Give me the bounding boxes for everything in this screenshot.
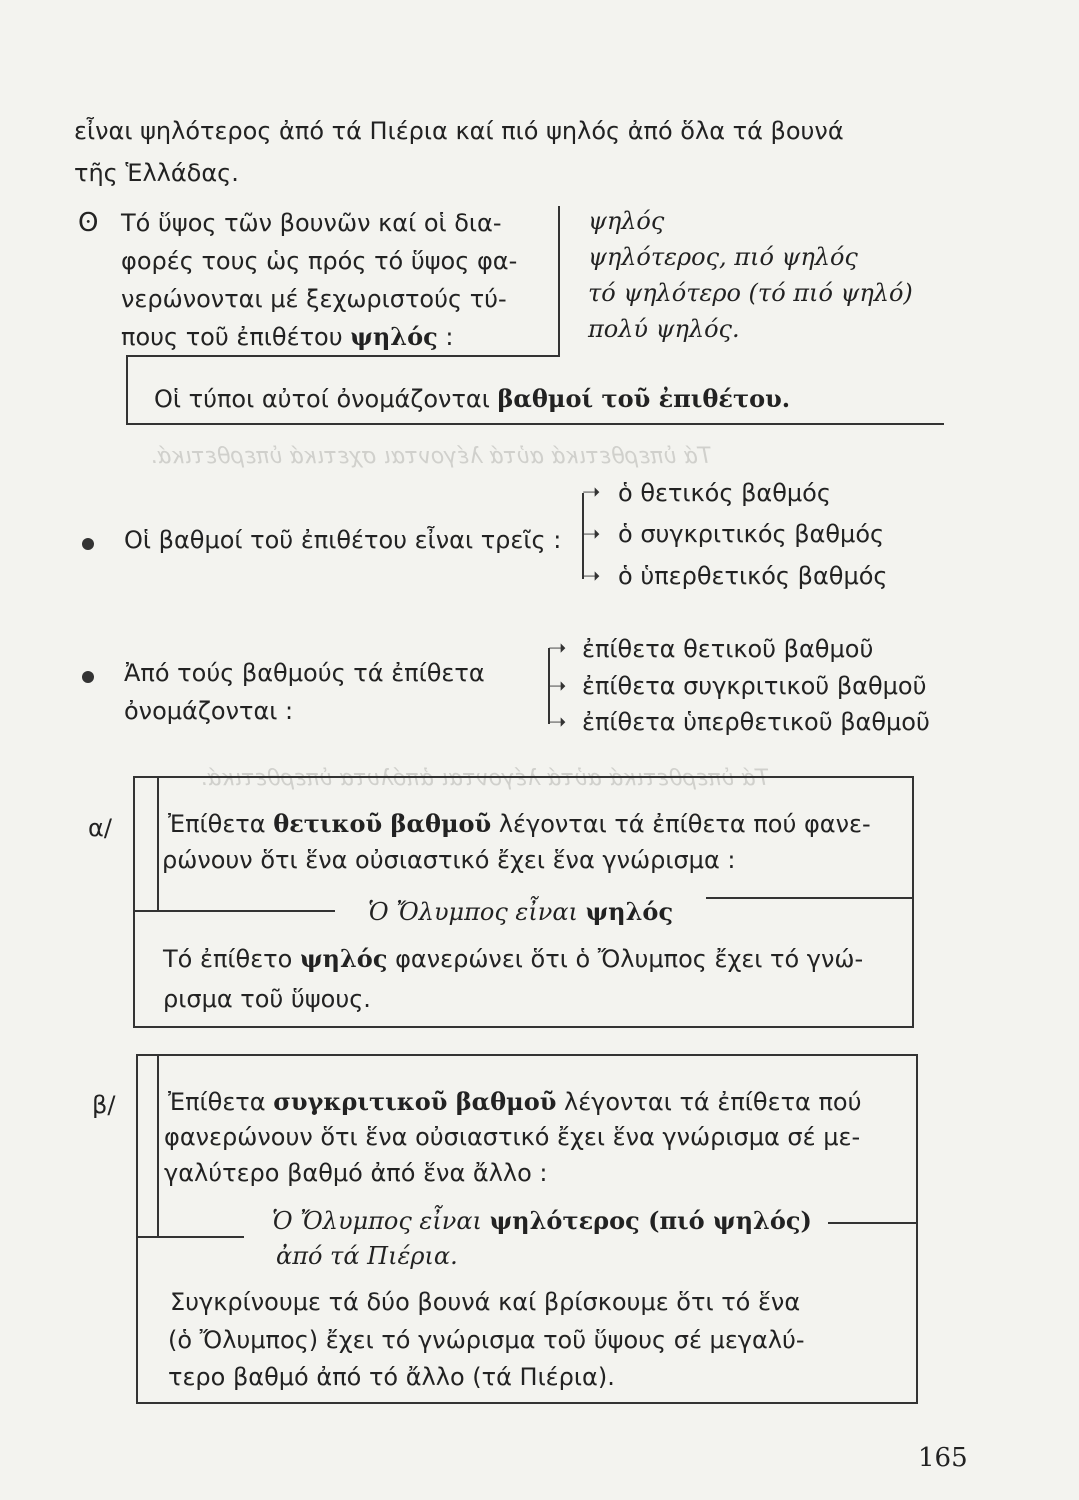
arrow-icon: ➝ — [548, 636, 567, 661]
page-number: 165 — [918, 1443, 968, 1473]
box-a-line-1-pre: Ἐπίθετα — [168, 810, 274, 838]
box-a-line-1-bold: θετικοῦ βαθμοῦ — [273, 809, 492, 838]
arrow-icon: ➝ — [582, 480, 601, 505]
bleed-through-text-1: Τά ὑπερθετικά αὐτά λέγονται σχετικά ὑπερθετικά. — [150, 444, 712, 469]
bullet-adjectives — [82, 671, 94, 683]
heights-text-line-1: Τό ὕψος τῶν βουνῶν καί οἱ δια- — [121, 209, 502, 237]
note-bottom-line — [126, 423, 944, 425]
box-b-line-2: φανερώνουν ὅτι ἕνα οὐσιαστικό ἔχει ἕνα γνώρισμα σέ με- — [164, 1123, 861, 1151]
heights-text-line-2: φορές τους ὡς πρός τό ὕψος φα- — [121, 247, 518, 275]
degrees-note-bold: βαθμοί τοῦ ἐπιθέτου. — [497, 384, 791, 413]
degrees-note-text: Οἱ τύποι αὐτοί ὀνομάζονται — [154, 385, 498, 413]
bracket-bottom — [126, 355, 560, 357]
heights-colon: : — [437, 323, 454, 351]
box-a-example — [368, 893, 673, 931]
heights-text-line-3: νερώνονται μέ ξεχωριστούς τύ- — [121, 285, 507, 313]
adjective-bold-word: ψηλός — [350, 322, 438, 351]
box-a-expl-1 — [163, 940, 863, 978]
box-a-example-text: Ὁ Ὄλυμπος εἶναι — [368, 898, 586, 926]
box-b-example-text: Ὁ Ὄλυμπος εἶναι — [272, 1207, 490, 1235]
box-b-line-3: γαλύτερο βαθμό ἀπό ἕνα ἄλλο : — [164, 1159, 548, 1187]
section-symbol: ʘ — [78, 208, 99, 238]
bleed-through-text-2: Τά ὑπερθετικά αὐτά λέγονται ἀπόλυτα ὑπερθετικά. — [200, 766, 770, 791]
arrow-icon: ➝ — [548, 710, 567, 735]
box-b-example-line-2: ἀπό τά Πιέρια. — [276, 1242, 458, 1270]
box-b-line-1 — [168, 1083, 862, 1121]
box-a-line-1-post: λέγονται τά ἐπίθετα πού φανε- — [491, 810, 871, 838]
box-a-expl-1-bold: ψηλός — [299, 944, 388, 973]
arrow-icon: ➝ — [582, 522, 601, 547]
box-a-divider-left — [133, 910, 335, 912]
box-b-divider-left — [136, 1236, 244, 1238]
degree-positive: ὁ θετικός βαθμός — [618, 479, 831, 507]
box-b-inner-left — [157, 1056, 159, 1236]
intro-line-2: τῆς Ἑλλάδας. — [74, 159, 239, 187]
box-b-marker: β/ — [92, 1091, 116, 1119]
bullet-degrees — [82, 538, 94, 550]
form-superlative: τό ψηλότερο (τό πιό ψηλό) — [588, 279, 913, 307]
degree-comparative: ὁ συγκριτικός βαθμός — [618, 520, 885, 548]
box-a-expl-2: ρισμα τοῦ ὕψους. — [163, 985, 371, 1013]
box-b-expl-2: (ὁ Ὄλυμπος) ἔχει τό γνώρισμα τοῦ ὕψους σέ μεγαλύ- — [168, 1326, 805, 1354]
box-b-line-1-pre: Ἐπίθετα — [168, 1088, 274, 1116]
degrees-label: Οἱ βαθμοί τοῦ ἐπιθέτου εἶναι τρεῖς : — [124, 526, 562, 554]
adjectives-label-2: ὀνομάζονται : — [124, 697, 294, 725]
box-b-example — [272, 1202, 812, 1240]
box-b-expl-1: Συγκρίνουμε τά δύο βουνά καί βρίσκουμε ὅτι τό ἕνα — [170, 1288, 801, 1316]
adjective-superlative: ἐπίθετα ὑπερθετικοῦ βαθμοῦ — [582, 708, 930, 736]
degrees-note — [154, 380, 790, 418]
box-b-line-1-bold: συγκριτικοῦ βαθμοῦ — [273, 1087, 557, 1116]
arrow-icon: ➝ — [548, 674, 567, 699]
form-absolute: πολύ ψηλός. — [588, 315, 740, 343]
degree-superlative: ὁ ὑπερθετικός βαθμός — [618, 562, 888, 590]
adjectives-label-1: Ἀπό τούς βαθμούς τά ἐπίθετα — [124, 659, 485, 687]
box-a-inner-left — [157, 778, 159, 910]
bracket-vertical — [558, 206, 560, 356]
box-b-expl-3: τερο βαθμό ἀπό τό ἄλλο (τά Πιέρια). — [168, 1363, 615, 1391]
box-a-expl-1-pre: Τό ἐπίθετο — [163, 945, 300, 973]
adjective-comparative: ἐπίθετα συγκριτικοῦ βαθμοῦ — [582, 672, 927, 700]
box-a-example-bold: ψηλός — [585, 897, 674, 926]
adjective-positive: ἐπίθετα θετικοῦ βαθμοῦ — [582, 635, 874, 663]
box-a-line-2: ρώνουν ὅτι ἕνα οὐσιαστικό ἔχει ἕνα γνώρισμα : — [162, 846, 736, 874]
box-a-marker: α/ — [88, 814, 112, 842]
heights-text-line-4 — [121, 318, 453, 356]
intro-line-1: εἶναι ψηλότερος ἀπό τά Πιέρια καί πιό ψηλός ἀπό ὅλα τά βουνά — [74, 117, 844, 145]
box-a-divider-right — [706, 897, 914, 899]
heights-text-line-4-text: πους τοῦ ἐπιθέτου — [121, 323, 351, 351]
note-left-line — [126, 355, 128, 425]
box-b-example-bold: ψηλότερος (πιό ψηλός) — [489, 1206, 812, 1235]
arrow-icon: ➝ — [582, 564, 601, 589]
box-b-line-1-post: λέγονται τά ἐπίθετα πού — [556, 1088, 862, 1116]
box-b-divider-right — [828, 1222, 918, 1224]
box-a-expl-1-post: φανερώνει ὅτι ὁ Ὄλυμπος ἔχει τό γνώ- — [387, 945, 864, 973]
form-comparative: ψηλότερος, πιό ψηλός — [588, 243, 858, 271]
box-a-line-1 — [168, 805, 871, 843]
form-positive: ψηλός — [588, 207, 665, 235]
